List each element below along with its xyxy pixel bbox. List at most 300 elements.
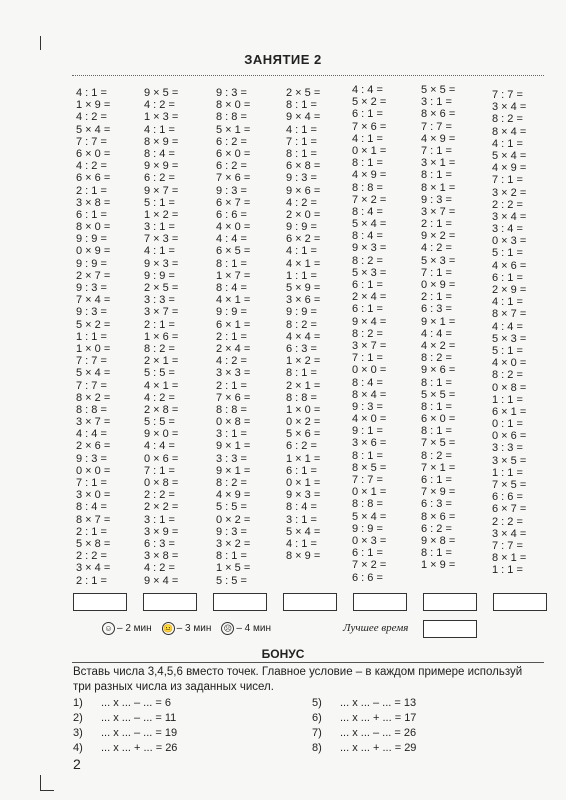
- exercise-number: 7): [312, 727, 322, 739]
- answer-box-4[interactable]: [283, 593, 337, 611]
- exercise-item: 6 × 7 =: [216, 196, 251, 209]
- exercise-item: 5 × 5 =: [421, 84, 456, 96]
- exercise-item: 2 : 1 =: [421, 218, 452, 231]
- exercise-item: 1 × 1 =: [286, 452, 321, 465]
- exercise-item: 8 × 6 =: [421, 108, 456, 121]
- exercise-item: 9 × 9 =: [144, 160, 179, 173]
- exercise-item: 4 × 9 =: [216, 489, 251, 502]
- exercise-item: 2 : 2 =: [492, 515, 523, 528]
- exercise-item: 7 × 2 =: [352, 193, 387, 206]
- exercise-item: 0 × 3 =: [492, 235, 527, 248]
- exercise-item: 6 × 6 =: [76, 172, 111, 185]
- exercise-item: 3 : 1 =: [421, 96, 452, 109]
- exercise-item: 3 × 7 =: [144, 306, 179, 319]
- exercise-number: 5): [312, 697, 322, 709]
- exercise-item: 6 × 0 =: [76, 147, 111, 160]
- exercise-item: 6 : 6 =: [352, 571, 383, 584]
- exercise-item: 5 : 1 =: [492, 247, 523, 260]
- exercise-item: 7 : 1 =: [286, 135, 317, 148]
- exercise-item: 8 : 2 =: [352, 254, 383, 267]
- bonus-exercise: [73, 712, 176, 724]
- legend-mid: 😐 – 3 мин: [163, 623, 212, 634]
- exercise-item: 2 × 7 =: [76, 269, 111, 282]
- exercise-item: 3 : 3 =: [144, 294, 175, 307]
- exercise-item: 2 : 1 =: [144, 318, 175, 331]
- exercise-item: 2 : 1 =: [76, 525, 107, 538]
- exercise-item: 5 : 5 =: [216, 501, 247, 514]
- exercise-item: 4 : 1 =: [144, 123, 175, 136]
- exercise-item: 9 : 3 =: [216, 87, 247, 99]
- exercise-item: 6 : 6 =: [216, 208, 247, 221]
- exercise-item: 4 × 9 =: [352, 169, 387, 182]
- exercise-item: 4 : 2 =: [144, 99, 175, 112]
- exercise-item: 3 : 1 =: [144, 513, 175, 526]
- exercise-item: 8 : 8 =: [216, 403, 247, 416]
- exercise-item: 7 : 7 =: [492, 89, 523, 101]
- exercise-item: 5 × 3 =: [492, 332, 527, 345]
- exercise-item: 8 : 1 =: [286, 147, 317, 160]
- exercise-item: 1 × 7 =: [216, 269, 251, 282]
- exercise-item: 3 × 7 =: [352, 339, 387, 352]
- page-number: 2: [73, 756, 81, 772]
- exercise-item: 0 × 0 =: [352, 364, 387, 377]
- exercise-column-1: [76, 87, 110, 587]
- exercise-number: 4): [73, 742, 83, 754]
- exercise-item: 5 × 2 =: [76, 318, 111, 331]
- exercise-item: 2 : 1 =: [76, 574, 107, 587]
- exercise-item: 4 : 1 =: [144, 245, 175, 258]
- exercise-item: 6 : 3 =: [286, 342, 317, 355]
- exercise-item: 6 × 8 =: [286, 160, 321, 173]
- exercise-item: 8 : 1 =: [216, 550, 247, 563]
- exercise-item: 8 × 1 =: [492, 552, 527, 565]
- sad-face-icon: ☹: [221, 622, 234, 635]
- exercise-item: 8 : 2 =: [492, 369, 523, 382]
- exercise-item: 9 : 9 =: [286, 306, 317, 319]
- exercise-item: 3 : 1 =: [286, 513, 317, 526]
- exercise-item: 7 × 4 =: [76, 294, 111, 307]
- exercise-item: 1 × 9 =: [421, 559, 456, 572]
- answer-box-7[interactable]: [493, 593, 547, 611]
- exercise-item: 8 : 8 =: [286, 391, 317, 404]
- exercise-item: 4 : 1 =: [76, 87, 107, 99]
- exercise-item: 8 : 4 =: [352, 205, 383, 218]
- exercise-item: 3 × 4 =: [76, 562, 111, 575]
- exercise-item: 3 × 6 =: [352, 437, 387, 450]
- exercise-item: 8 : 2 =: [421, 449, 452, 462]
- exercise-item: 4 : 2 =: [216, 355, 247, 368]
- exercise-item: 6 × 1 =: [216, 318, 251, 331]
- exercise-number: 2): [73, 712, 83, 724]
- exercise-item: 7 × 6 =: [216, 172, 251, 185]
- exercise-item: 5 × 6 =: [286, 428, 321, 441]
- exercise-item: 5 : 1 =: [144, 196, 175, 209]
- exercise-item: 3 × 1 =: [421, 157, 456, 170]
- exercise-item: 4 × 1 =: [216, 294, 251, 307]
- exercise-item: 3 × 0 =: [76, 489, 111, 502]
- page-title: ЗАНЯТИЕ 2: [244, 52, 322, 67]
- exercise-item: 9 × 8 =: [421, 534, 456, 547]
- exercise-expression: ... х ... + ... = 29: [340, 742, 417, 754]
- exercise-item: 8 × 9 =: [144, 135, 179, 148]
- exercise-item: 6 : 1 =: [352, 108, 383, 121]
- exercise-item: 3 × 4 =: [492, 210, 527, 223]
- exercise-item: 4 × 4 =: [286, 330, 321, 343]
- exercise-item: 8 : 1 =: [421, 400, 452, 413]
- exercise-item: 7 : 7 =: [352, 474, 383, 486]
- legend-slow: ☹ – 4 мин: [221, 622, 271, 635]
- exercise-item: 4 : 2 =: [76, 160, 107, 173]
- exercise-item: 9 × 6 =: [286, 184, 321, 197]
- exercise-item: 4 : 2 =: [286, 196, 317, 209]
- exercise-item: 2 : 2 =: [144, 489, 175, 502]
- exercise-item: 0 × 6 =: [492, 430, 527, 443]
- exercise-item: 8 × 5 =: [352, 461, 387, 474]
- crop-mark-top: [40, 36, 41, 50]
- exercise-item: 4 × 0 =: [216, 221, 251, 234]
- exercise-item: 8 : 2 =: [216, 477, 247, 489]
- exercise-item: 0 × 2 =: [216, 513, 251, 526]
- exercise-item: 8 × 1 =: [421, 181, 456, 194]
- exercise-item: 2 × 5 =: [144, 282, 179, 294]
- exercise-item: 6 : 1 =: [492, 271, 523, 284]
- exercise-expression: ... х ... – ... = 26: [340, 727, 417, 739]
- exercise-item: 4 × 1 =: [144, 379, 179, 392]
- exercise-item: 8 : 4 =: [216, 282, 247, 294]
- exercise-item: 2 : 2 =: [492, 198, 523, 211]
- exercise-expression: ... х ... – ... = 19: [101, 727, 178, 739]
- exercise-item: 5 × 4 =: [352, 510, 387, 523]
- exercise-item: 2 × 1 =: [144, 355, 179, 368]
- exercise-item: 6 : 1 =: [421, 474, 452, 486]
- exercise-item: 7 × 6 =: [216, 391, 251, 404]
- exercise-item: 6 : 1 =: [352, 279, 383, 291]
- bonus-divider: [72, 662, 544, 663]
- exercise-item: 2 × 0 =: [286, 208, 321, 221]
- exercise-item: 5 × 4 =: [76, 123, 111, 136]
- exercise-item: 1 : 1 =: [492, 466, 523, 479]
- exercise-item: 0 × 8 =: [144, 477, 179, 489]
- exercise-item: 8 × 0 =: [216, 99, 251, 112]
- exercise-item: 8 : 8 =: [76, 403, 107, 416]
- exercise-item: 6 : 2 =: [216, 160, 247, 173]
- exercise-item: 8 : 2 =: [144, 342, 175, 355]
- exercise-item: 7 × 9 =: [421, 486, 456, 499]
- exercise-item: 8 : 1 =: [421, 547, 452, 560]
- exercise-item: 3 : 1 =: [144, 221, 175, 234]
- exercise-item: 8 : 1 =: [286, 99, 317, 112]
- exercise-item: 8 : 4 =: [286, 501, 317, 514]
- exercise-item: 8 : 2 =: [352, 327, 383, 340]
- exercise-item: 0 × 8 =: [216, 416, 251, 429]
- exercise-item: 3 : 4 =: [492, 223, 523, 236]
- exercise-item: 8 × 0 =: [76, 221, 111, 234]
- exercise-item: 5 × 2 =: [352, 96, 387, 109]
- exercise-item: 7 × 1 =: [421, 461, 456, 474]
- exercise-item: 5 × 8 =: [76, 537, 111, 550]
- exercise-item: 8 : 2 =: [286, 318, 317, 331]
- exercise-item: 4 : 1 =: [492, 296, 523, 309]
- exercise-item: 2 : 1 =: [76, 184, 107, 197]
- exercise-item: 2 × 5 =: [286, 87, 321, 99]
- exercise-item: 9 : 3 =: [76, 452, 107, 465]
- exercise-item: 3 × 9 =: [144, 525, 179, 538]
- answer-box-3[interactable]: [213, 593, 267, 611]
- exercise-item: 4 : 4 =: [352, 84, 383, 96]
- exercise-item: 9 × 5 =: [144, 87, 179, 99]
- smile-face-icon: ☺: [102, 622, 115, 635]
- exercise-item: 7 : 1 =: [421, 266, 452, 279]
- exercise-item: 4 : 1 =: [352, 132, 383, 145]
- exercise-expression: ... х ... – ... = 11: [101, 712, 177, 724]
- exercise-item: 8 : 1 =: [352, 157, 383, 170]
- exercise-item: 4 : 4 =: [216, 233, 247, 246]
- exercise-item: 9 × 3 =: [352, 242, 387, 255]
- exercise-item: 8 × 2 =: [76, 391, 111, 404]
- exercise-item: 2 × 2 =: [144, 501, 179, 514]
- exercise-item: 5 × 3 =: [352, 266, 387, 279]
- exercise-item: 7 : 7 =: [76, 355, 107, 368]
- exercise-item: 4 : 2 =: [144, 562, 175, 575]
- exercise-item: 3 : 1 =: [216, 428, 247, 441]
- exercise-item: 8 : 1 =: [286, 367, 317, 380]
- exercise-item: 9 : 9 =: [76, 233, 107, 246]
- exercise-item: 0 × 1 =: [352, 486, 387, 499]
- exercise-item: 5 × 5 =: [421, 388, 456, 401]
- bonus-description: Вставь числа 3,4,5,6 вместо точек. Главное условие – в каждом примере используй три разных числа из заданных чисел.: [73, 666, 523, 693]
- exercise-expression: ... х ... – ... = 6: [101, 697, 172, 709]
- exercise-item: 6 : 2 =: [216, 135, 247, 148]
- exercise-item: 3 : 3 =: [216, 452, 247, 465]
- exercise-item: 3 : 3 =: [492, 442, 523, 455]
- exercise-item: 9 : 3 =: [421, 193, 452, 206]
- exercise-item: 9 : 9 =: [144, 269, 175, 282]
- exercise-item: 4 : 4 =: [421, 327, 452, 340]
- exercise-item: 9 : 3 =: [76, 282, 107, 294]
- exercise-item: 7 : 1 =: [492, 174, 523, 187]
- exercise-item: 9 × 1 =: [421, 315, 456, 328]
- exercise-item: 7 × 3 =: [144, 233, 179, 246]
- exercise-item: 5 × 1 =: [216, 123, 251, 136]
- exercise-item: 4 : 1 =: [286, 123, 317, 136]
- title-divider: [72, 75, 544, 76]
- exercise-item: 6 : 2 =: [144, 172, 175, 185]
- exercise-item: 4 : 2 =: [144, 391, 175, 404]
- exercise-item: 7 : 1 =: [352, 352, 383, 365]
- exercise-expression: ... х ... + ... = 17: [340, 712, 417, 724]
- exercise-item: 3 × 3 =: [216, 367, 251, 380]
- answer-box-5[interactable]: [353, 593, 407, 611]
- exercise-item: 8 : 4 =: [76, 501, 107, 514]
- exercise-item: 0 × 3 =: [352, 534, 387, 547]
- exercise-item: 0 × 8 =: [492, 381, 527, 394]
- exercise-item: 9 : 9 =: [76, 257, 107, 270]
- exercise-item: 7 : 1 =: [144, 464, 175, 477]
- exercise-item: 9 : 3 =: [352, 400, 383, 413]
- exercise-item: 1 : 1 =: [492, 393, 523, 406]
- exercise-item: 9 : 3 =: [216, 184, 247, 197]
- exercise-item: 7 : 7 =: [76, 135, 107, 148]
- exercise-item: 9 : 1 =: [352, 425, 383, 438]
- exercise-expression: ... х ... + ... = 26: [101, 742, 178, 754]
- exercise-item: 4 × 9 =: [492, 162, 527, 175]
- exercise-item: 5 × 4 =: [492, 149, 527, 162]
- exercise-item: 7 : 7 =: [492, 539, 523, 552]
- exercise-item: 6 × 2 =: [286, 233, 321, 246]
- exercise-item: 4 × 1 =: [286, 257, 321, 270]
- exercise-item: 7 × 5 =: [492, 479, 527, 491]
- exercise-item: 0 × 2 =: [286, 416, 321, 429]
- exercise-item: 9 × 2 =: [421, 230, 456, 243]
- exercise-item: 6 : 2 =: [421, 522, 452, 535]
- exercise-item: 3 × 7 =: [76, 416, 111, 429]
- exercise-item: 7 : 7 =: [421, 120, 452, 133]
- bonus-exercise: [312, 742, 416, 754]
- bonus-exercise: [312, 712, 416, 724]
- exercise-item: 5 : 5 =: [144, 416, 175, 429]
- exercise-item: 1 × 2 =: [286, 355, 321, 368]
- exercise-item: 1 × 6 =: [144, 330, 179, 343]
- exercise-item: 8 : 1 =: [216, 257, 247, 270]
- exercise-item: 2 × 8 =: [144, 403, 179, 416]
- exercise-item: 8 : 1 =: [421, 169, 452, 182]
- exercise-item: 9 : 9 =: [352, 522, 383, 535]
- exercise-item: 4 × 2 =: [421, 339, 456, 352]
- exercise-item: 9 : 9 =: [286, 221, 317, 234]
- exercise-item: 8 : 8 =: [352, 181, 383, 194]
- crop-mark-bottom-v: [40, 775, 41, 791]
- bonus-exercise: [312, 727, 416, 739]
- exercise-item: 6 : 3 =: [144, 537, 175, 550]
- exercise-item: 8 : 2 =: [421, 352, 452, 365]
- exercise-column-5: [352, 84, 386, 584]
- exercise-item: 3 × 6 =: [286, 294, 321, 307]
- exercise-item: 2 × 4 =: [216, 342, 251, 355]
- exercise-item: 1 × 0 =: [286, 403, 321, 416]
- exercise-item: 9 × 4 =: [352, 315, 387, 328]
- exercise-item: 4 × 0 =: [492, 357, 527, 370]
- exercise-item: 3 × 5 =: [492, 454, 527, 467]
- exercise-item: 6 : 2 =: [286, 440, 317, 453]
- exercise-column-3: [216, 87, 250, 587]
- exercise-item: 9 × 7 =: [144, 184, 179, 197]
- exercise-item: 4 × 6 =: [492, 259, 527, 272]
- exercise-number: 3): [73, 727, 83, 739]
- exercise-item: 8 × 4 =: [352, 388, 387, 401]
- best-time-label: Лучшее время: [343, 622, 409, 634]
- answer-box-2[interactable]: [143, 593, 197, 611]
- neutral-face-icon: 😐: [163, 624, 174, 633]
- exercise-item: 9 : 3 =: [216, 525, 247, 538]
- exercise-item: 8 : 2 =: [492, 113, 523, 126]
- exercise-item: 3 × 8 =: [144, 550, 179, 563]
- answer-box-1[interactable]: [73, 593, 127, 611]
- exercise-item: 7 × 2 =: [352, 559, 387, 572]
- time-legend: [102, 622, 271, 635]
- exercise-item: 6 : 6 =: [492, 491, 523, 504]
- exercise-item: 6 : 3 =: [421, 498, 452, 511]
- best-time-box[interactable]: [423, 620, 477, 638]
- exercise-item: 0 × 6 =: [144, 452, 179, 465]
- exercise-item: 5 × 9 =: [286, 282, 321, 294]
- exercise-item: 6 × 0 =: [421, 413, 456, 426]
- exercise-item: 1 × 3 =: [144, 111, 179, 124]
- exercise-column-7: [492, 89, 526, 577]
- exercise-item: 0 : 1 =: [492, 418, 523, 431]
- exercise-item: 4 : 4 =: [144, 440, 175, 453]
- exercise-item: 0 × 1 =: [352, 144, 387, 157]
- exercise-item: 1 × 2 =: [144, 208, 179, 221]
- bonus-exercise: [73, 727, 177, 739]
- exercise-item: 8 × 6 =: [421, 510, 456, 523]
- exercise-item: 0 × 9 =: [421, 279, 456, 291]
- exercise-item: 8 × 9 =: [286, 550, 321, 563]
- exercise-column-2: [144, 87, 178, 587]
- exercise-item: 4 : 1 =: [492, 137, 523, 150]
- exercise-item: 8 : 8 =: [216, 111, 247, 124]
- exercise-expression: ... х ... – ... = 13: [340, 697, 417, 709]
- exercise-item: 4 : 2 =: [421, 242, 452, 255]
- legend-fast: ☺ – 2 мин: [102, 622, 152, 635]
- exercise-item: 3 × 7 =: [421, 205, 456, 218]
- exercise-item: 9 × 4 =: [286, 111, 321, 124]
- exercise-item: 7 : 7 =: [76, 379, 107, 392]
- exercise-item: 3 × 4 =: [492, 101, 527, 114]
- exercise-item: 8 : 4 =: [352, 376, 383, 389]
- exercise-column-6: [421, 84, 455, 572]
- exercise-item: 5 × 4 =: [76, 367, 111, 380]
- exercise-item: 2 : 1 =: [421, 291, 452, 304]
- exercise-item: 9 × 6 =: [421, 364, 456, 377]
- exercise-item: 9 × 0 =: [144, 428, 179, 441]
- exercise-item: 9 × 1 =: [216, 440, 251, 453]
- exercise-number: 6): [312, 712, 322, 724]
- exercise-item: 1 : 1 =: [492, 564, 523, 577]
- exercise-item: 1 : 1 =: [76, 330, 107, 343]
- exercise-item: 4 : 1 =: [286, 245, 317, 258]
- exercise-item: 1 : 1 =: [286, 269, 317, 282]
- exercise-item: 8 × 7 =: [76, 513, 111, 526]
- exercise-item: 9 × 4 =: [144, 574, 179, 587]
- exercise-item: 5 : 5 =: [216, 574, 247, 587]
- exercise-item: 6 : 3 =: [421, 303, 452, 316]
- exercise-item: 7 × 5 =: [421, 437, 456, 450]
- exercise-item: 2 × 9 =: [492, 284, 527, 296]
- answer-box-6[interactable]: [423, 593, 477, 611]
- exercise-item: 4 : 1 =: [286, 537, 317, 550]
- bonus-title: БОНУС: [261, 647, 305, 661]
- exercise-item: 0 × 0 =: [76, 464, 111, 477]
- exercise-item: 8 : 1 =: [421, 425, 452, 438]
- exercise-item: 6 : 1 =: [76, 208, 107, 221]
- exercise-item: 5 × 4 =: [352, 218, 387, 231]
- exercise-item: 6 × 5 =: [216, 245, 251, 258]
- exercise-item: 8 × 4 =: [492, 125, 527, 138]
- exercise-item: 5 × 4 =: [286, 525, 321, 538]
- exercise-item: 8 : 4 =: [144, 147, 175, 160]
- exercise-item: 8 : 4 =: [352, 230, 383, 243]
- exercise-item: 9 : 3 =: [76, 306, 107, 319]
- exercise-item: 0 × 9 =: [76, 245, 111, 258]
- exercise-item: 7 : 1 =: [421, 144, 452, 157]
- exercise-item: 2 × 4 =: [352, 291, 387, 304]
- exercise-number: 8): [312, 742, 322, 754]
- exercise-item: 3 × 2 =: [492, 186, 527, 199]
- exercise-item: 6 : 1 =: [286, 464, 317, 477]
- exercise-item: 8 : 1 =: [421, 376, 452, 389]
- exercise-item: 8 : 8 =: [352, 498, 383, 511]
- exercise-item: 2 × 1 =: [286, 379, 321, 392]
